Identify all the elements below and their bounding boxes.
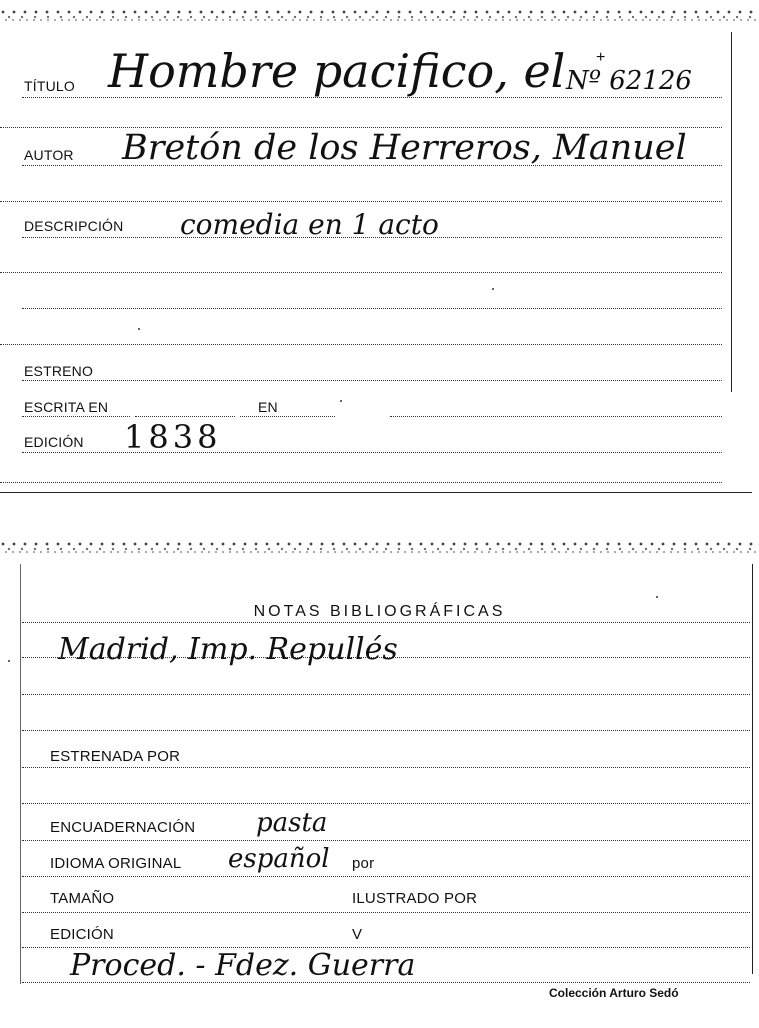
tamano-label: TAMAÑO bbox=[50, 890, 115, 907]
ink-speck bbox=[492, 288, 494, 290]
estrenada-por-label: ESTRENADA POR bbox=[50, 748, 181, 765]
catalog-card-back bbox=[0, 540, 759, 1020]
card-right-border bbox=[731, 32, 732, 392]
edicion-value: 1838 bbox=[124, 418, 222, 456]
escrita-en-label: ESCRITA EN bbox=[24, 399, 109, 415]
catalog-card-front bbox=[0, 0, 759, 495]
autor-label: AUTOR bbox=[24, 147, 74, 163]
autor-value: Bretón de los Herreros, Manuel bbox=[122, 128, 687, 168]
rule-line bbox=[22, 308, 722, 309]
en-label: EN bbox=[258, 399, 278, 415]
por-label: por bbox=[352, 855, 375, 872]
rule-line bbox=[22, 622, 750, 623]
ink-speck bbox=[340, 400, 342, 402]
rule-line bbox=[22, 416, 130, 417]
rule-line bbox=[22, 840, 750, 841]
titulo-value: Hombre pacifico, el bbox=[108, 44, 566, 98]
encuadernacion-value: pasta bbox=[256, 808, 328, 838]
rule-line bbox=[390, 416, 722, 417]
edicion-label-back: EDICIÓN bbox=[50, 926, 114, 943]
idioma-original-label: IDIOMA ORIGINAL bbox=[50, 855, 182, 872]
rule-line bbox=[22, 694, 750, 695]
ink-speck bbox=[138, 328, 140, 330]
rule-line bbox=[0, 272, 722, 273]
rule-line bbox=[22, 803, 750, 804]
card-left-border bbox=[20, 564, 21, 984]
torn-edge bbox=[0, 8, 759, 22]
rule-line bbox=[135, 416, 235, 417]
rule-line bbox=[22, 730, 750, 731]
torn-edge bbox=[0, 540, 759, 554]
edicion-label: EDICIÓN bbox=[24, 434, 84, 450]
cross-mark: + bbox=[596, 49, 606, 66]
procedencia-value: Proced. - Fdez. Guerra bbox=[70, 948, 416, 983]
rule-line bbox=[22, 380, 722, 381]
idioma-original-value: español bbox=[228, 844, 330, 874]
ilustrado-por-label: ILUSTRADO POR bbox=[352, 890, 478, 907]
collection-credit: Colección Arturo Sedó bbox=[549, 986, 679, 1000]
v-label: V bbox=[352, 926, 363, 943]
ink-speck bbox=[656, 596, 658, 598]
rule-line bbox=[22, 876, 750, 877]
rule-line bbox=[0, 201, 722, 202]
descripcion-label: DESCRIPCIÓN bbox=[24, 218, 124, 234]
descripcion-value: comedia en 1 acto bbox=[180, 208, 439, 241]
rule-line bbox=[240, 416, 335, 417]
notas-value: Madrid, Imp. Repullés bbox=[58, 632, 398, 667]
card-right-border bbox=[752, 564, 753, 974]
rule-line bbox=[22, 767, 750, 768]
encuadernacion-label: ENCUADERNACIÓN bbox=[50, 819, 196, 836]
numero-value: Nº 62126 bbox=[566, 66, 692, 96]
card-bottom-edge bbox=[0, 492, 752, 493]
rule-line bbox=[0, 344, 722, 345]
notas-bibliograficas-title: NOTAS BIBLIOGRÁFICAS bbox=[253, 603, 506, 620]
estreno-label: ESTRENO bbox=[24, 363, 94, 379]
rule-line bbox=[0, 482, 722, 483]
titulo-label: TÍTULO bbox=[24, 78, 75, 94]
rule-line bbox=[22, 912, 750, 913]
ink-speck bbox=[8, 660, 10, 662]
